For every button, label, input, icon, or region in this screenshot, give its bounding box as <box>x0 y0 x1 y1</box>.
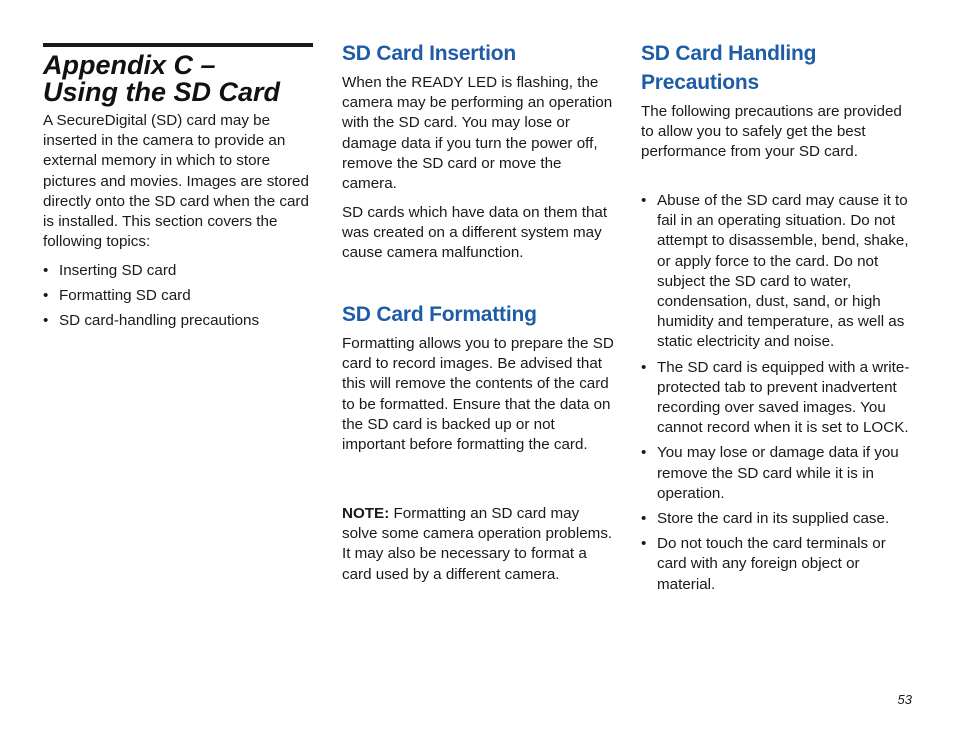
bullet-icon: • <box>641 535 647 553</box>
insertion-paragraph-2: SD cards which have data on them that was created on a different system may cause camera malfunction. <box>342 204 608 262</box>
note-label: NOTE: <box>342 505 390 522</box>
bullet-icon: • <box>641 192 647 209</box>
list-item: • Formatting SD card <box>43 286 315 306</box>
bullet-icon: • <box>641 510 647 528</box>
insertion-heading: SD Card Insertion <box>342 42 516 65</box>
bullet-icon: • <box>43 312 49 330</box>
list-item: • The SD card is equipped with a write-protected tab to prevent inadvertent recording over saved images. You cannot record when it is set to LOCK. <box>641 358 910 437</box>
bullet-icon: • <box>43 262 49 279</box>
handling-heading-line-2: Precautions <box>641 71 760 94</box>
title-rule <box>43 43 313 47</box>
handling-intro: The following precautions are provided to allow you to safely get the best performance from your SD card. <box>641 103 902 161</box>
list-item: • You may lose or damage data if you remove the SD card while it is in operation. <box>641 444 899 502</box>
page-number: 53 <box>897 692 912 707</box>
title-line-1: Appendix C – <box>43 50 216 80</box>
list-item: • SD card-handling precautions <box>43 311 315 331</box>
formatting-note <box>342 504 614 585</box>
list-item: • Inserting SD card <box>43 261 315 281</box>
handling-heading <box>641 39 916 97</box>
intro-paragraph: A SecureDigital (SD) card may be inserted in the camera to provide an external memory in which to store pictures and movies. Images are stored directly onto the SD card when the card is installed. This section covers the following topics: <box>43 112 309 251</box>
title-line-2: Using the SD Card <box>43 77 281 107</box>
bullet-icon: • <box>641 444 647 462</box>
handling-heading-line-1: SD Card Handling <box>641 42 817 65</box>
note-text: Formatting an SD card may solve some camera operation problems. It may also be necessary to format a card used by a different camera. <box>342 505 613 583</box>
list-item: • Abuse of the SD card may cause it to fail in an operating situation. Do not attempt to disassemble, bend, shake, or apply force to the card. Do not subject the SD card to water, condensation, dust, sand, or high humidity and temperature, as well as static electricity and noise. <box>641 192 909 351</box>
list-item: • Store the card in its supplied case. <box>641 509 916 529</box>
list-item: • Do not touch the card terminals or card with any foreign object or material. <box>641 535 886 593</box>
topics-list <box>43 261 315 332</box>
formatting-heading: SD Card Formatting <box>342 303 537 326</box>
formatting-paragraph: Formatting allows you to prepare the SD card to record images. Be advised that this will remove the contents of the card to be formatted. Ensure that the data on the SD card is backed up or not important before formatting the card. <box>342 335 614 454</box>
bullet-icon: • <box>641 358 647 376</box>
insertion-paragraph-1: When the READY LED is flashing, the camera may be performing an operation with the SD card. You may lose or damage data if you turn the power off, remove the SD card or move the camera. <box>342 74 613 193</box>
handling-list <box>641 191 916 595</box>
bullet-icon: • <box>43 287 49 305</box>
page-title <box>43 52 323 106</box>
